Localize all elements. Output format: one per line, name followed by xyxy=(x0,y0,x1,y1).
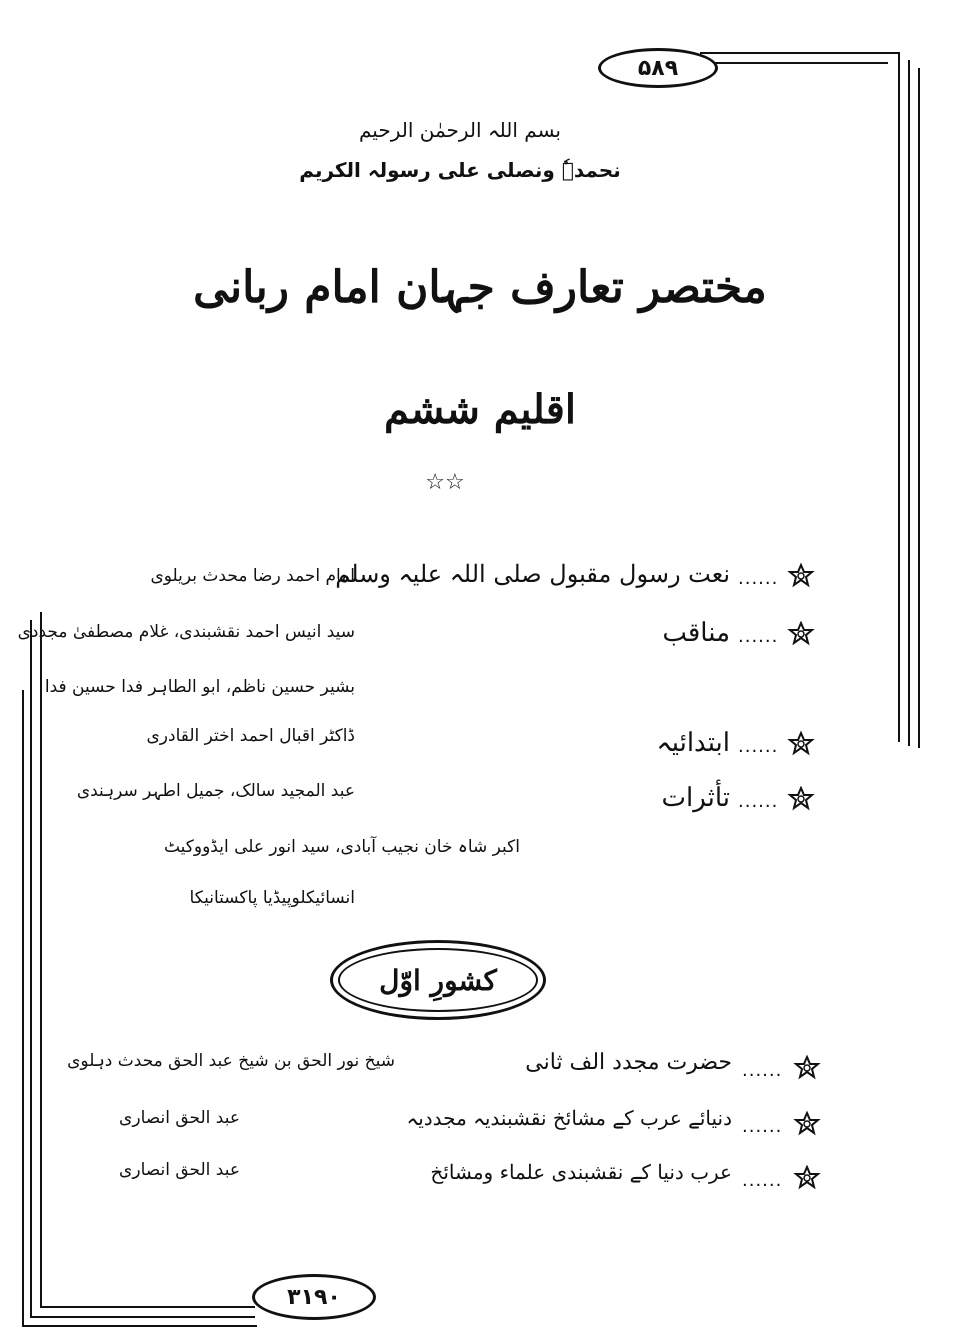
bismillah: بسم اللہ الرحمٰن الرحیم xyxy=(358,118,561,142)
page-number-bottom: ۳۱۹۰ xyxy=(252,1274,376,1320)
contents-item-author: عبد الحق انصاری xyxy=(119,1160,240,1180)
leader-dots: ...... xyxy=(738,736,779,757)
page-subtitle: اقلیم ششم xyxy=(384,386,576,433)
contents-item-author: عبد الحق انصاری xyxy=(119,1108,240,1128)
contents-item-title: مناقب xyxy=(662,618,730,648)
star-bullet-icon xyxy=(787,563,815,591)
star-bullet-icon xyxy=(787,731,815,759)
leader-dots: ...... xyxy=(738,791,779,812)
section-heading: کشورِ اوّل xyxy=(330,940,546,1020)
contents-item-author: شیخ نور الحق بن شیخ عبد الحق محدث دہلوی xyxy=(67,1051,395,1071)
star-ornament: ☆☆ xyxy=(425,470,465,495)
leader-dots: ...... xyxy=(742,1116,783,1137)
contents-item-title: دنیائے عرب کے مشائخ نقشبندیہ مجددیہ xyxy=(406,1106,732,1130)
leader-dots: ...... xyxy=(738,568,779,589)
contents-item-author: ڈاکٹر اقبال احمد اختر القادری xyxy=(146,726,355,746)
contents-item-title: عرب دنیا کے نقشبندی علماء ومشائخ xyxy=(430,1160,732,1184)
leader-dots: ...... xyxy=(742,1170,783,1191)
star-bullet-icon xyxy=(787,786,815,814)
contents-item-title: نعت رسول مقبول صلی اللہ علیہ وسلم xyxy=(335,560,730,588)
star-bullet-icon xyxy=(793,1111,821,1139)
contents-item-title: ابتدائیہ xyxy=(656,728,730,758)
contents-item-title: حضرت مجدد الف ثانی xyxy=(525,1050,732,1075)
contents-item-author: اکبر شاہ خان نجیب آبادی، سید انور علی ایڈووکیٹ xyxy=(163,837,520,857)
star-bullet-icon xyxy=(787,621,815,649)
contents-item-author: انسائیکلوپیڈیا پاکستانیکا xyxy=(189,888,355,908)
star-bullet-icon xyxy=(793,1055,821,1083)
contents-item-author: بشیر حسین ناظم، ابو الطاہر فدا حسین فدا xyxy=(44,677,355,697)
contents-item-author: امام احمد رضا محدث بریلوی xyxy=(150,566,355,586)
leader-dots: ...... xyxy=(738,626,779,647)
page-number-top: ۵۸۹ xyxy=(598,48,718,88)
contents-item-author: عبد المجید سالک، جمیل اطہر سرہندی xyxy=(76,781,355,801)
contents-item-author: سید انیس احمد نقشبندی، غلام مصطفیٰ مجددی xyxy=(17,622,355,642)
leader-dots: ...... xyxy=(742,1060,783,1081)
star-bullet-icon xyxy=(793,1165,821,1193)
contents-item-title: تأثرات xyxy=(661,783,730,813)
salutation: نحمدہٗ ونصلی علی رسولہ الکریم xyxy=(299,158,621,182)
page-title: مختصر تعارف جہان امام ربانی xyxy=(193,262,767,313)
